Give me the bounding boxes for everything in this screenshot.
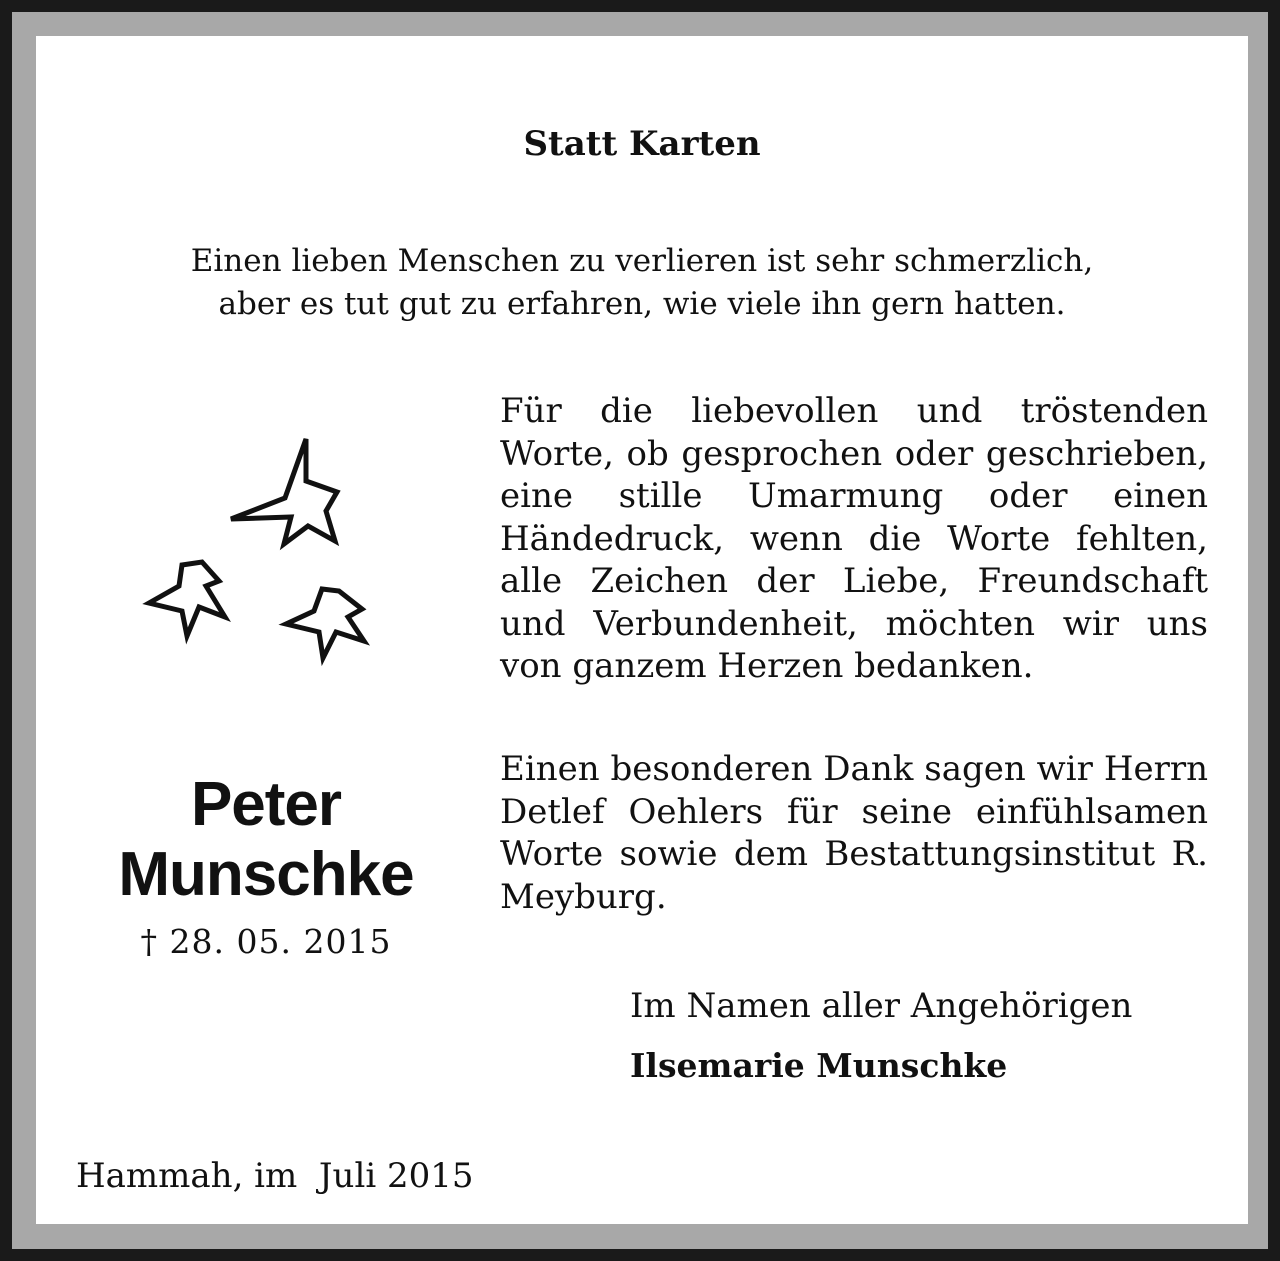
deceased-last-name: Munschke: [118, 840, 414, 909]
place-date: Hammah, im Juli 2015: [76, 1156, 474, 1196]
signature-line: Im Namen aller Angehörigen: [630, 986, 1133, 1026]
signature-name: Ilsemarie Munschke: [630, 1046, 1008, 1085]
notice-heading: Statt Karten: [523, 124, 761, 164]
deceased-first-name: Peter: [190, 770, 342, 839]
star-icon-left: [149, 562, 225, 636]
star-icon-right: [286, 589, 364, 658]
motto-line-1: Einen lieben Menschen zu verlieren ist sehr schmerzlich,: [190, 243, 1094, 279]
death-date: † 28. 05. 2015: [140, 922, 392, 961]
star-icon-large: [231, 439, 337, 544]
stars-icon: [136, 431, 376, 671]
obituary-notice: [36, 36, 1248, 1224]
thanks-paragraph-2: Einen besonderen Dank sagen wir Herrn Detlef Oehlers für seine einfühlsamen Worte sowie dem Bestattungsinstitut R. Meyburg.: [500, 749, 1208, 917]
thanks-paragraph-1: Für die liebevollen und tröstenden Worte, ob gesprochen oder geschrieben, eine stille Umarmung oder einen Händedruck, wenn die Worte fehlten, alle Zeichen der Liebe, Freundschaft und Verbundenheit, möchten wir uns von ganzem Herzen bedanken.: [500, 391, 1208, 686]
motto: [36, 240, 1248, 326]
motto-line-2: aber es tut gut zu erfahren, wie viele ihn gern hatten.: [218, 286, 1066, 322]
